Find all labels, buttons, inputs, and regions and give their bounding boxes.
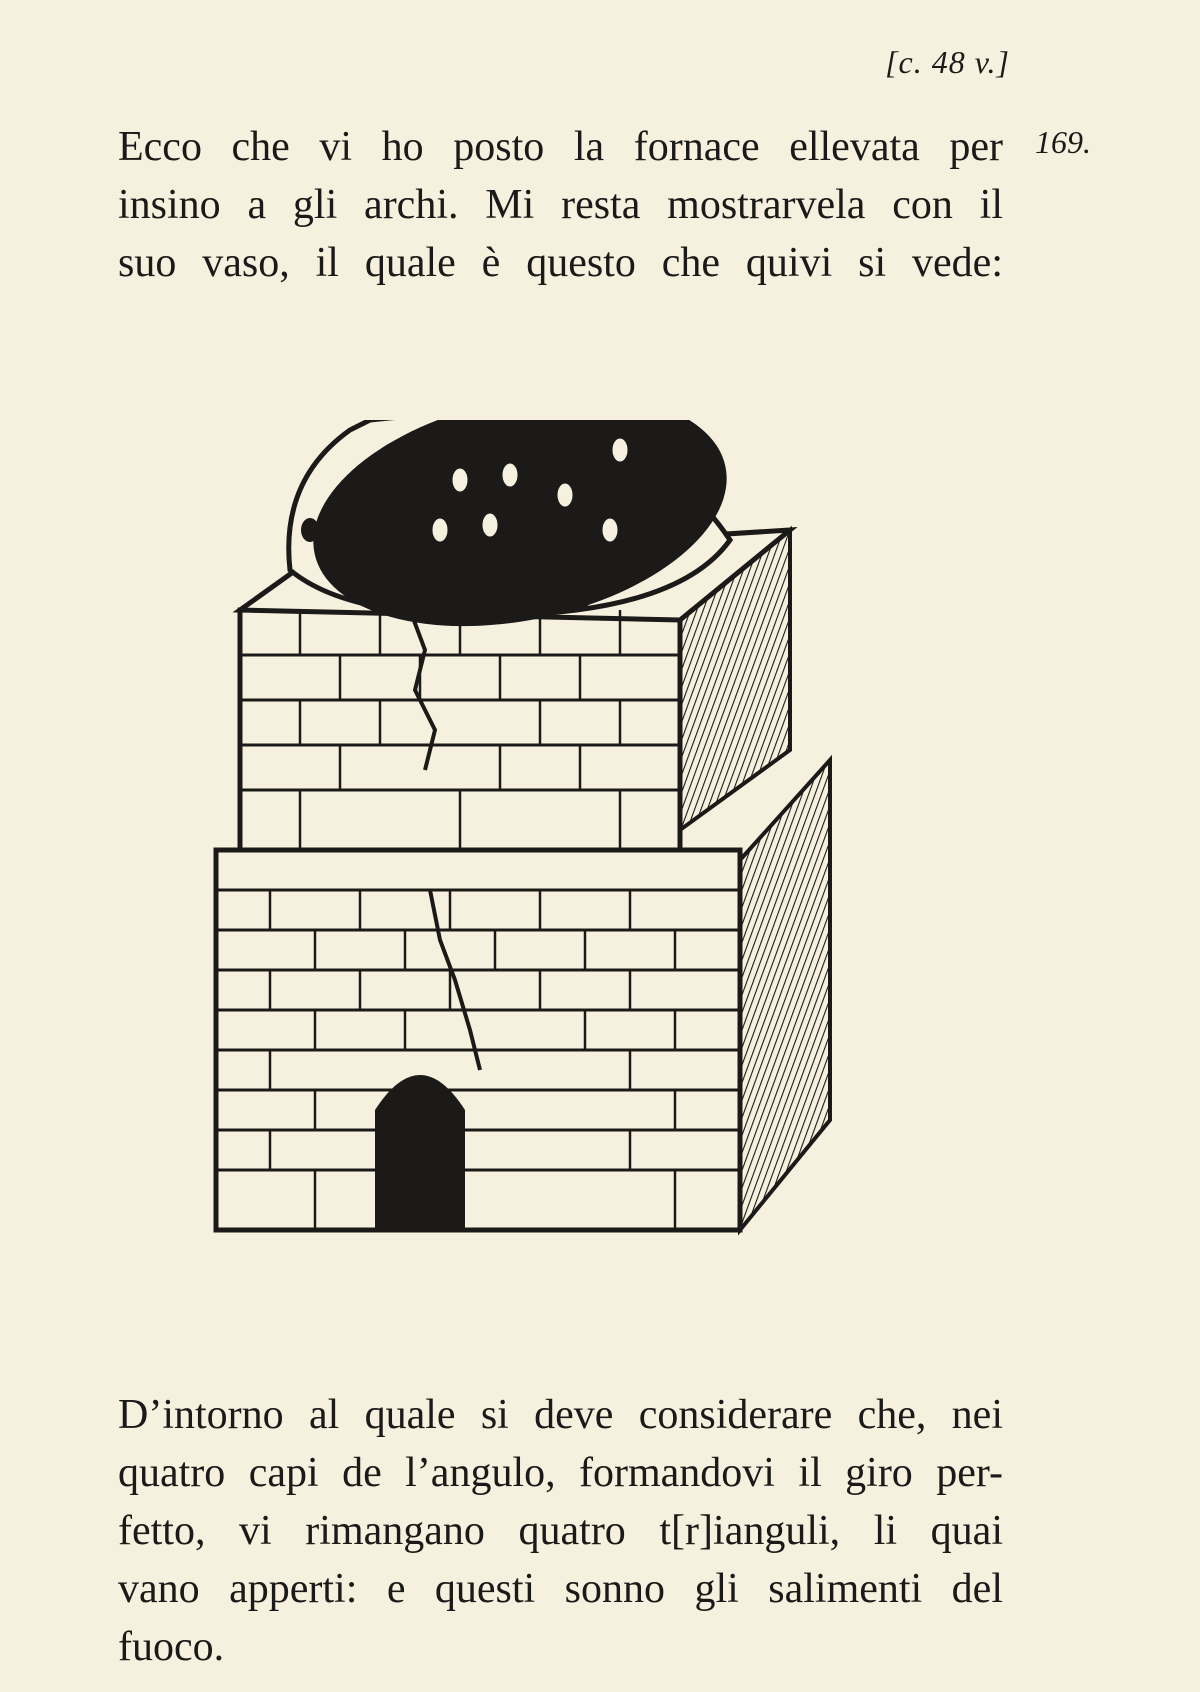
furnace-woodcut-icon [210,420,930,1280]
text-line: suo vaso, il quale è questo che quivi si vede: [118,240,1003,286]
text-line: fuoco. [118,1624,225,1670]
text-line: vano apperti: e questi sonno gli salimenti del [118,1566,1003,1612]
text-line: Ecco che vi ho posto la fornace ellevata per [118,124,1003,170]
intro-paragraph [118,118,1003,292]
lower-base [216,850,740,1230]
folio-reference: [c. 48 v.] [885,44,1010,80]
marginal-number: 169. [1035,124,1091,160]
text-line: D’intorno al quale si deve considerare che, nei [118,1392,1003,1438]
body-paragraph [118,1386,1003,1676]
text-line: fetto, vi rimangano quatro t[r]ianguli, li quai [118,1508,1003,1554]
text-line: insino a gli archi. Mi resta mostrarvela con il [118,182,1003,228]
text-line: quatro capi de l’angulo, formandovi il giro per- [118,1450,1003,1496]
